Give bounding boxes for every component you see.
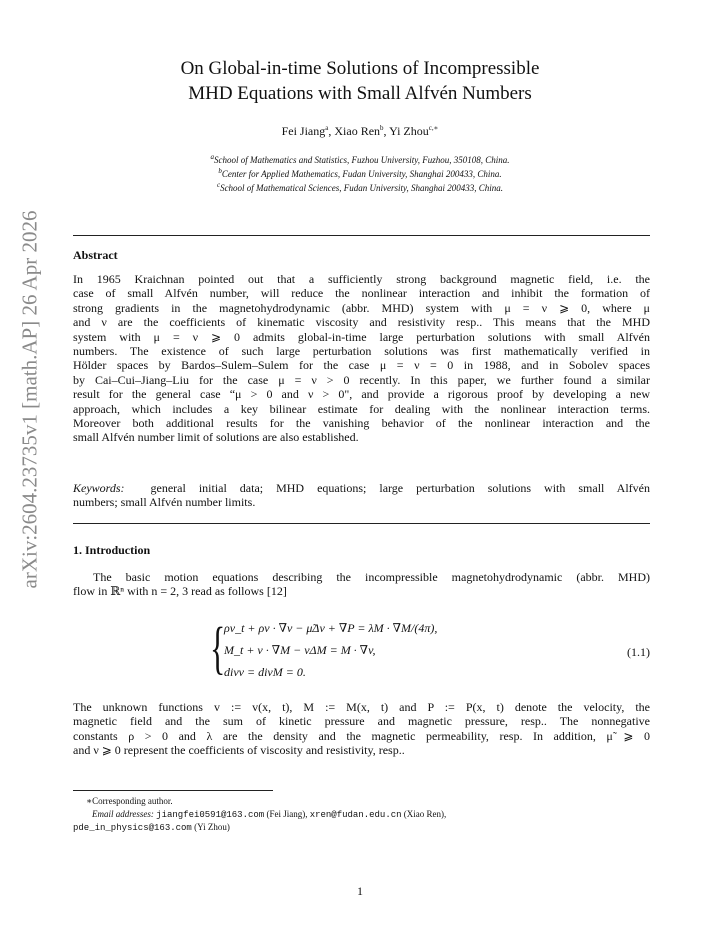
body-paragraph [73, 700, 650, 758]
section-heading-introduction: 1. Introduction [73, 543, 151, 557]
intro-paragraph [73, 570, 650, 599]
abstract-heading: Abstract [73, 248, 118, 262]
keywords-text: general initial data; MHD equations; large perturbation solutions with small Alfvén [150, 481, 651, 495]
affiliation-text: Center for Applied Mathematics, Fudan University, Shanghai 200433, China. [221, 169, 502, 179]
author-sup: a [325, 124, 329, 132]
body-line: constants ρ > 0 and λ are the density and the magnetic permeability, resp. In addition, μ̃ ⩾ 0 [73, 728, 650, 743]
email-label: Email addresses: [92, 809, 154, 819]
abstract-line: Moreover both additional results for the vanishing behavior of the nonlinear interaction and the [73, 416, 650, 431]
footnote-emails [92, 808, 446, 822]
abstract-top-rule [73, 235, 650, 236]
author-list: Fei Jiang$^a$, Xiao Ren$^b$, Yi Zhou$^{c,∗}$ [281, 124, 439, 138]
abstract-line: system with μ = ν ⩾ 0 admits global-in-time large perturbation solutions with small Alfvén [73, 329, 650, 344]
abstract-line: Hölder spaces by Bardos–Sulem–Sulem for the case μ = ν = 0 in 1988, and in Sobolev spaces [73, 358, 650, 373]
affiliation [0, 181, 720, 193]
page-number: 1 [357, 884, 363, 898]
email-link[interactable]: pde_in_physics@163.com [73, 823, 192, 833]
affiliation [0, 153, 720, 165]
equation-row: ρv_t + ρv · ∇v − μ̃Δv + ∇P = λM · ∇M/(4π), [224, 621, 438, 635]
affiliation [0, 167, 720, 179]
email-link[interactable]: xren@fudan.edu.cn [309, 810, 402, 820]
equation-row: divv = divM = 0. [224, 665, 306, 679]
footnote-corresponding: ∗Corresponding author. [86, 796, 173, 806]
author-sup: c,∗ [428, 124, 439, 132]
abstract-line: small Alfvén number limit of solutions are also established. [73, 430, 359, 445]
abstract-line: and ν are the coefficients of kinematic viscosity and resistivity resp.. This means that the MHD [73, 315, 650, 330]
abstract-line: strong gradients in the magnetohydrodynamic (abbr. MHD) system with μ = ν ⩾ 0, where μ [73, 300, 650, 315]
intro-line: The basic motion equations describing the incompressible magnetohydrodynamic (abbr. MHD) [93, 570, 650, 584]
author-name: Yi Zhou [389, 124, 429, 138]
paper-title [0, 56, 720, 106]
email-owner: (Fei Jiang), [266, 809, 308, 819]
author-sup: b [380, 124, 384, 132]
abstract-line: case of small Alfvén number, will reduce the nonlinear interaction and inhibit the formation of [73, 286, 650, 301]
body-line: magnetic field and the sum of kinetic pressure and magnetic pressure, resp.. The nonnegative [73, 714, 650, 729]
email-owner: (Xiao Ren), [403, 809, 447, 819]
author-name: Fei Jiang [281, 124, 326, 138]
title-line-2: MHD Equations with Small Alfvén Numbers [188, 83, 532, 104]
keywords-label: Keywords: [73, 481, 125, 495]
arxiv-side-stamp: arXiv:2604.23735v1 [math.AP] 26 Apr 2026 [17, 210, 42, 589]
keywords-line: numbers; small Alfvén number limits. [73, 495, 256, 510]
abstract-body [73, 272, 650, 445]
affiliation-sup: a [210, 153, 214, 161]
body-line: The unknown functions v := v(x, t), M := M(x, t) and P := P(x, t) denote the velocity, the [73, 700, 650, 714]
email-link[interactable]: jiangfei0591@163.com [156, 810, 265, 820]
abstract-line: numbers. The existence of such large perturbation solutions was first mathematically verified in [73, 344, 650, 359]
affiliation-sup: b [218, 167, 222, 175]
equation-brace: { [210, 615, 226, 680]
abstract-bottom-rule [73, 523, 650, 524]
author-name: Xiao Ren [334, 124, 381, 138]
body-line: and ν ⩾ 0 represent the coefficients of viscosity and resistivity, resp.. [73, 743, 405, 758]
abstract-line: In 1965 Kraichnan pointed out that a sufficiently strong background magnetic field, i.e. the [73, 272, 650, 286]
footnote-emails-cont [73, 821, 230, 835]
title-line-1: On Global-in-time Solutions of Incompressible [180, 58, 540, 79]
abstract-line: by Cai–Cui–Jiang–Liu for the case μ = ν > 0 recently. In this paper, we further found a similar [73, 372, 650, 387]
footnote-rule [73, 790, 273, 791]
keywords [73, 481, 650, 510]
keywords-line [73, 481, 650, 495]
abstract-line: approach, which includes a key bilinear estimate for dealing with the nonlinear interaction terms. [73, 401, 650, 416]
equation-number: (1.1) [627, 645, 650, 659]
intro-line: flow in ℝⁿ with n = 2, 3 read as follows [12] [73, 584, 287, 599]
abstract-line: result for the general case “μ > 0 and ν > 0", and provide a rigorous proof by developing a new [73, 387, 650, 402]
equation-row: M_t + v · ∇M − νΔM = M · ∇v, [224, 643, 376, 657]
email-owner: (Yi Zhou) [194, 822, 230, 832]
affiliation-text: School of Mathematical Sciences, Fudan University, Shanghai 200433, China. [220, 183, 504, 193]
equation-system [210, 617, 650, 687]
affiliation-sup: c [216, 181, 221, 189]
affiliation-text: School of Mathematics and Statistics, Fuzhou University, Fuzhou, 350108, China. [214, 155, 510, 165]
